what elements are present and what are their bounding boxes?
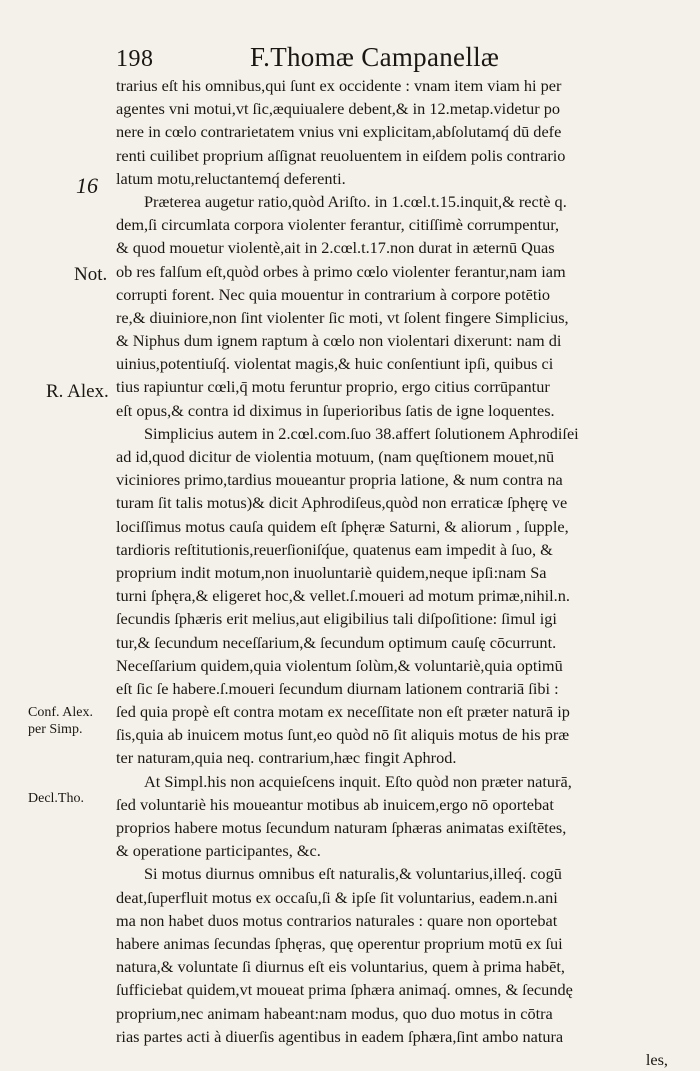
text-line: latum motu,reluctantemq́ deferenti. — [116, 168, 346, 188]
margin-note-decl-tho: Decl.Tho. — [28, 791, 84, 806]
text-line: Neceſſarium quidem,quia violentum ſolùm,& voluntariè,quia optimū — [116, 655, 563, 675]
text-line: renti cuilibet proprium aſſignat reuoluentem in eiſdem polis contrario — [116, 145, 566, 165]
margin-note-conf-alex-line1: Conf. Alex. — [28, 705, 93, 720]
text-line: tius rapiuntur cœli,q̄ motu feruntur proprio, ergo citius corrūpantur — [116, 377, 550, 397]
text-line: ſufficiebat quidem,vt moueat prima ſphæra animaq́. omnes, & ſecundę — [116, 980, 573, 1000]
catchword: les, — [645, 1049, 668, 1069]
text-line: habere animas ſecundas ſphęras, quę operentur proprium motū ex ſui — [116, 933, 563, 953]
text-line: ad id,quod dicitur de violentia motuum, (nam quęſtionem mouet,nū — [116, 447, 555, 466]
text-line: ma non habet duos motus contrarios naturales : quare non oportebat — [116, 910, 558, 930]
margin-note-not: Not. — [74, 264, 108, 285]
text-line: ſecundis ſphæris erit melius,aut eligibilius tali diſpoſitione: ſimul igi — [116, 609, 557, 629]
text-line: ſed voluntariè his moueantur motibus ab inuicem,ergo nō oportebat — [116, 794, 554, 814]
text-line: turam ſit talis motus)& dicit Aphrodiſeus,quòd non erraticæ ſphęrę ve — [116, 493, 568, 513]
text-line: At Simpl.his non acquieſcens inquit. Eſto quòd non præter naturā, — [144, 771, 572, 791]
text-line: ter naturam,quia neq. contrarium,hæc fingit Aphrod. — [116, 748, 457, 768]
text-line: re,& diuiniore,non ſint violenter ſic moti, vt ſolent fingere Simplicius, — [116, 307, 569, 327]
text-line: & quod mouetur violentè,ait in 2.cœl.t.17.non durat in æternū Quas — [116, 238, 555, 258]
running-head: F.Thomæ Campanellæ — [250, 42, 500, 72]
margin-note-r-alex: R. Alex. — [46, 381, 109, 402]
text-line: tur,& ſecundum neceſſarium,& ſecundum optimum cauſę cōcurrunt. — [116, 632, 557, 652]
main-text — [116, 74, 676, 1071]
text-line: viciniores primo,tardius moueantur propria latione, & num contra na — [116, 470, 563, 490]
text-line: tardioris reſtitutionis,reuerſioniſq́ue, quatenus eam impedit à ſuo, & — [116, 539, 553, 559]
margin-note-conf-alex-line2: per Simp. — [28, 721, 83, 737]
text-line: turni ſphęra,& eligeret hoc,& vellet.ſ.moueri ad motum primæ,nihil.n. — [116, 586, 570, 606]
text-line: ſis,quia ab inuicem motus ſunt,eo quòd nō ſit aliquis motus de his præ — [116, 725, 570, 745]
text-line: rias partes acti à diuerſis agentibus in eadem ſphæra,ſint ambo natura — [116, 1026, 564, 1046]
text-line: deat,ſuperfluit motus ex occaſu,ſi & ipſe ſit voluntarius, eadem.n.ani — [116, 887, 558, 907]
text-line: dem,ſi circumlata corpora violenter ferantur, citiſſimè corrumpentur, — [116, 215, 560, 235]
text-line: & Niphus dum ignem raptum à cœlo non violentari dixerunt: nam di — [116, 331, 562, 351]
text-line: nere in cœlo contrarietatem vnius vni explicitam,abſolutamq́ dū defe — [116, 122, 562, 142]
text-line: ob res falſum eſt,quòd orbes à primo cœlo violenter ferantur,nam iam — [116, 261, 566, 281]
text-line: & operatione participantes, &c. — [116, 841, 321, 861]
text-line: uinius,potentiuſq́. violentat magis,& huic conſentiunt ipſi, quibus ci — [116, 354, 554, 374]
text-line: proprium,nec animam habeant:nam modus, quo duo motus in cōtra — [116, 1003, 553, 1023]
text-line: Simplicius autem in 2.cœl.com.ſuo 38.affert ſolutionem Aphrodiſei — [144, 423, 579, 443]
margin-note-16: 16 — [76, 173, 98, 198]
text-line: ſed quia propè eſt contra motam ex neceſſitate non eſt præter naturā ip — [116, 702, 570, 722]
text-line: eſt opus,& contra id diximus in ſuperioribus ſatis de igne loquentes. — [116, 400, 555, 420]
text-line: Præterea augetur ratio,quòd Ariſto. in 1.cœl.t.15.inquit,& rectè q. — [144, 191, 567, 211]
page-number: 198 — [116, 46, 154, 72]
text-line: trarius eſt his omnibus,qui ſunt ex occidente : vnam item viam hi per — [116, 76, 562, 95]
text-line: proprios habere motus ſecundum naturam ſphæras animatas exiſtētes, — [116, 818, 567, 837]
text-line: Si motus diurnus omnibus eſt naturalis,& voluntarius,illeq́. cogū — [144, 864, 562, 884]
margin-note-conf-alex — [28, 705, 93, 739]
text-line: natura,& voluntate ſi diurnus eſt eis voluntarius, quem à prima habēt, — [116, 957, 565, 977]
text-line: corrupti forent. Nec quia mouentur in contrarium à corpore potētio — [116, 284, 551, 304]
text-line: proprium indit motum,non inuoluntariè quidem,neque ipſi:nam Sa — [116, 562, 547, 582]
text-line: lociſſimus motus cauſa quidem eſt ſphęræ Saturni, & aliorum , ſupple, — [116, 516, 569, 536]
text-line: agentes vni motui,vt ſic,æquiualere debent,& in 12.metap.videtur po — [116, 99, 561, 119]
text-line: eſt ſic ſe habere.ſ.moueri ſecundum diurnam lationem contrariā ſibi : — [116, 678, 559, 698]
